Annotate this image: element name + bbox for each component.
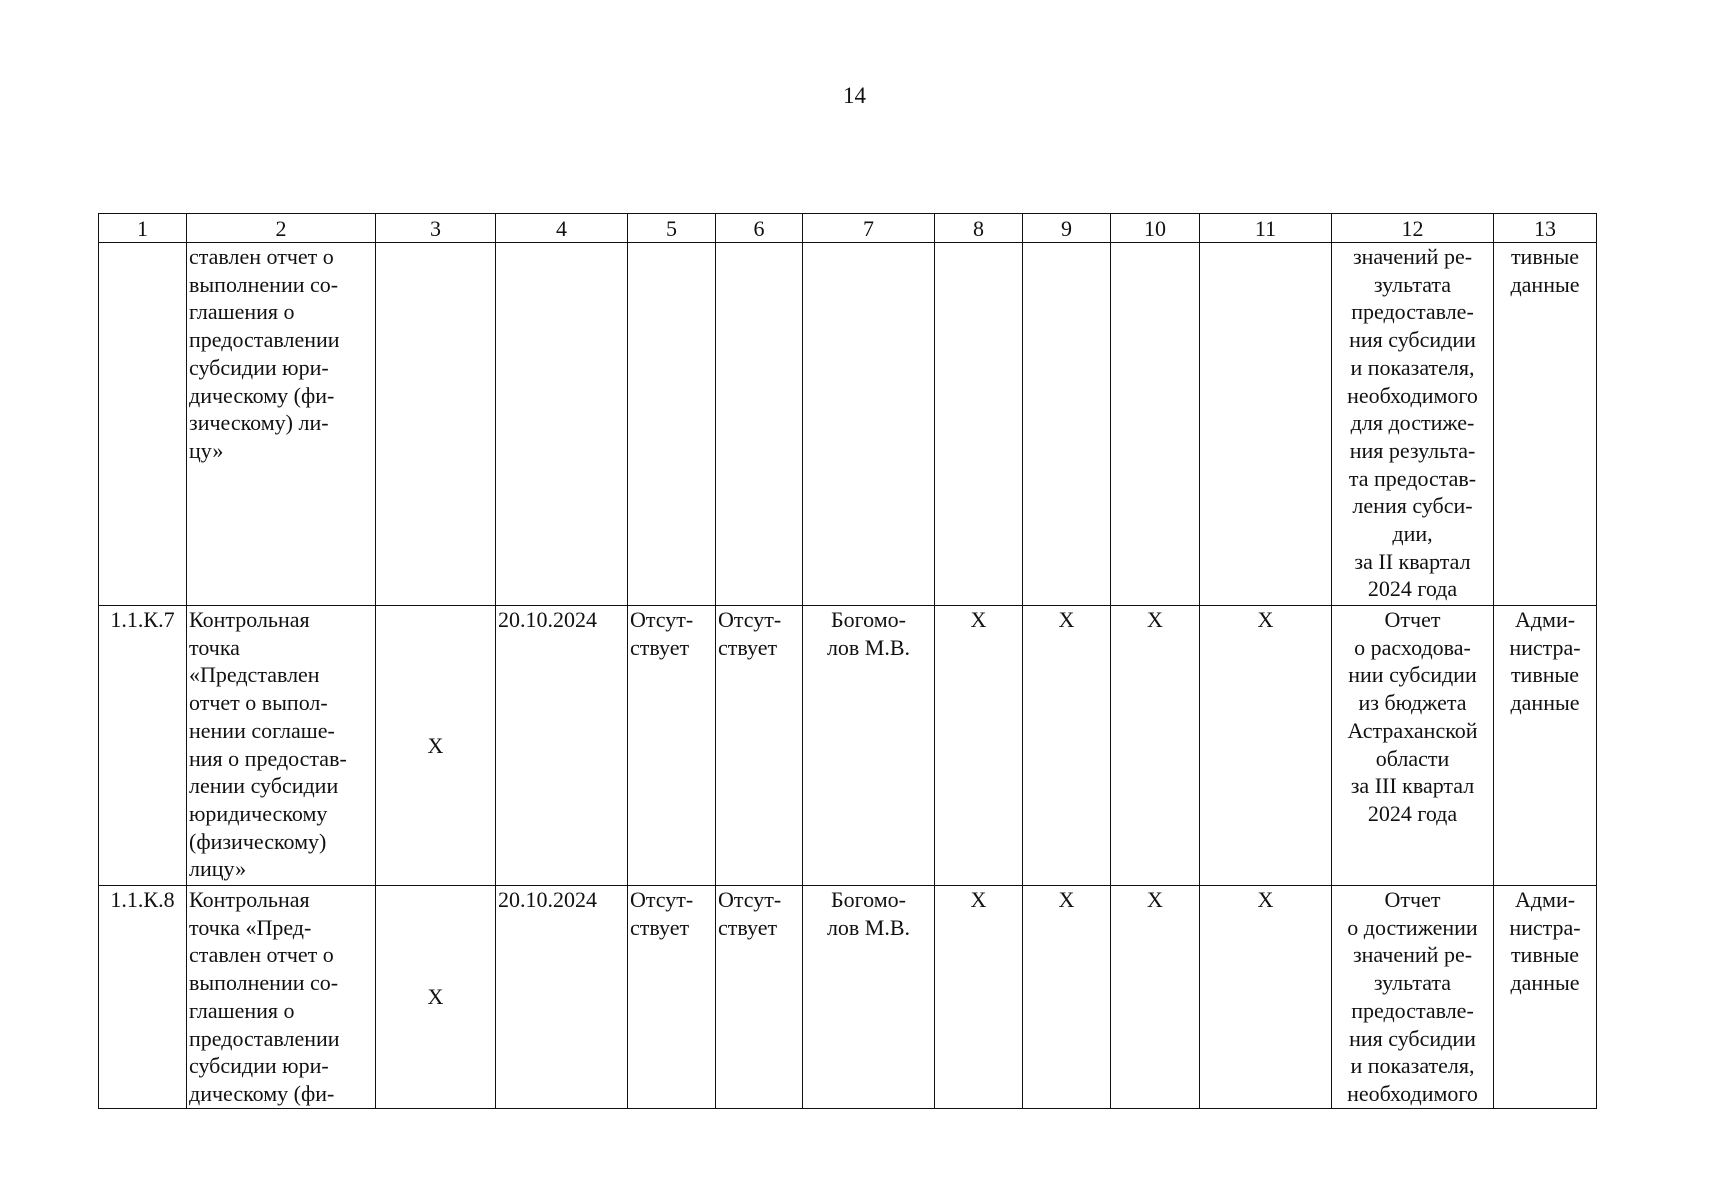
column-header: 9 [1023, 214, 1111, 243]
cell-name: Контрольная точка «Представлен отчет о выпол- нении соглаше- ния о предостав- лении субсидии юридическому (физическому) лицу» [187, 606, 376, 886]
cell-date: 20.10.2024 [496, 606, 628, 886]
cell-id [99, 243, 187, 606]
cell-name: ставлен отчет о выполнении со- глашения о предоставлении субсидии юри- дическому (фи- зическому) ли- цу» [187, 243, 376, 606]
cell-source: тивные данные [1494, 243, 1597, 606]
column-header: 6 [716, 214, 803, 243]
cell-source: Адми- нистра- тивные данные [1494, 886, 1597, 1109]
cell-status: Отсут- ствует [716, 606, 803, 886]
cell-responsible: Богомо- лов М.В. [803, 886, 935, 1109]
cell-id: 1.1.К.7 [99, 606, 187, 886]
column-header: 2 [187, 214, 376, 243]
cell-mark: X [376, 606, 496, 886]
cell-document: Отчет о расходова- нии субсидии из бюджета Астраханской области за III квартал 2024 года [1332, 606, 1494, 886]
cell-mark: X [935, 606, 1023, 886]
cell-mark: X [1111, 606, 1200, 886]
cell-empty [716, 243, 803, 606]
cell-mark: X [935, 886, 1023, 1109]
table-row [99, 606, 1597, 886]
cell-empty [376, 243, 496, 606]
cell-empty [1111, 243, 1200, 606]
cell-empty [1200, 243, 1332, 606]
cell-document: Отчет о достижении значений ре- зультата предоставле- ния субсидии и показателя, необходимого [1332, 886, 1494, 1109]
cell-id: 1.1.К.8 [99, 886, 187, 1109]
column-header: 11 [1200, 214, 1332, 243]
column-header: 12 [1332, 214, 1494, 243]
cell-mark: X [376, 886, 496, 1109]
cell-responsible: Богомо- лов М.В. [803, 606, 935, 886]
cell-mark: X [1023, 886, 1111, 1109]
column-header: 7 [803, 214, 935, 243]
column-header: 5 [628, 214, 716, 243]
cell-document: значений ре- зультата предоставле- ния субсидии и показателя, необходимого для достиже- ния результа- та предостав- ления субси- дии, за II квартал 2024 года [1332, 243, 1494, 606]
column-header: 10 [1111, 214, 1200, 243]
header-row [99, 214, 1597, 243]
table-row-continuation [99, 243, 1597, 606]
cell-source: Адми- нистра- тивные данные [1494, 606, 1597, 886]
cell-name: Контрольная точка «Пред- ставлен отчет о выполнении со- глашения о предоставлении субсидии юри- дическому (фи- [187, 886, 376, 1109]
cell-empty [935, 243, 1023, 606]
cell-status: Отсут- ствует [628, 886, 716, 1109]
cell-mark: X [1200, 886, 1332, 1109]
column-header: 13 [1494, 214, 1597, 243]
cell-status: Отсут- ствует [628, 606, 716, 886]
table-row [99, 886, 1597, 1109]
column-header: 8 [935, 214, 1023, 243]
cell-empty [628, 243, 716, 606]
cell-mark: X [1200, 606, 1332, 886]
cell-empty [803, 243, 935, 606]
cell-status: Отсут- ствует [716, 886, 803, 1109]
cell-date: 20.10.2024 [496, 886, 628, 1109]
page-number: 14 [843, 83, 866, 108]
control-points-table [98, 213, 1597, 1109]
cell-mark: X [1023, 606, 1111, 886]
column-header: 1 [99, 214, 187, 243]
column-header: 3 [376, 214, 496, 243]
cell-empty [1023, 243, 1111, 606]
column-header: 4 [496, 214, 628, 243]
cell-mark: X [1111, 886, 1200, 1109]
cell-empty [496, 243, 628, 606]
